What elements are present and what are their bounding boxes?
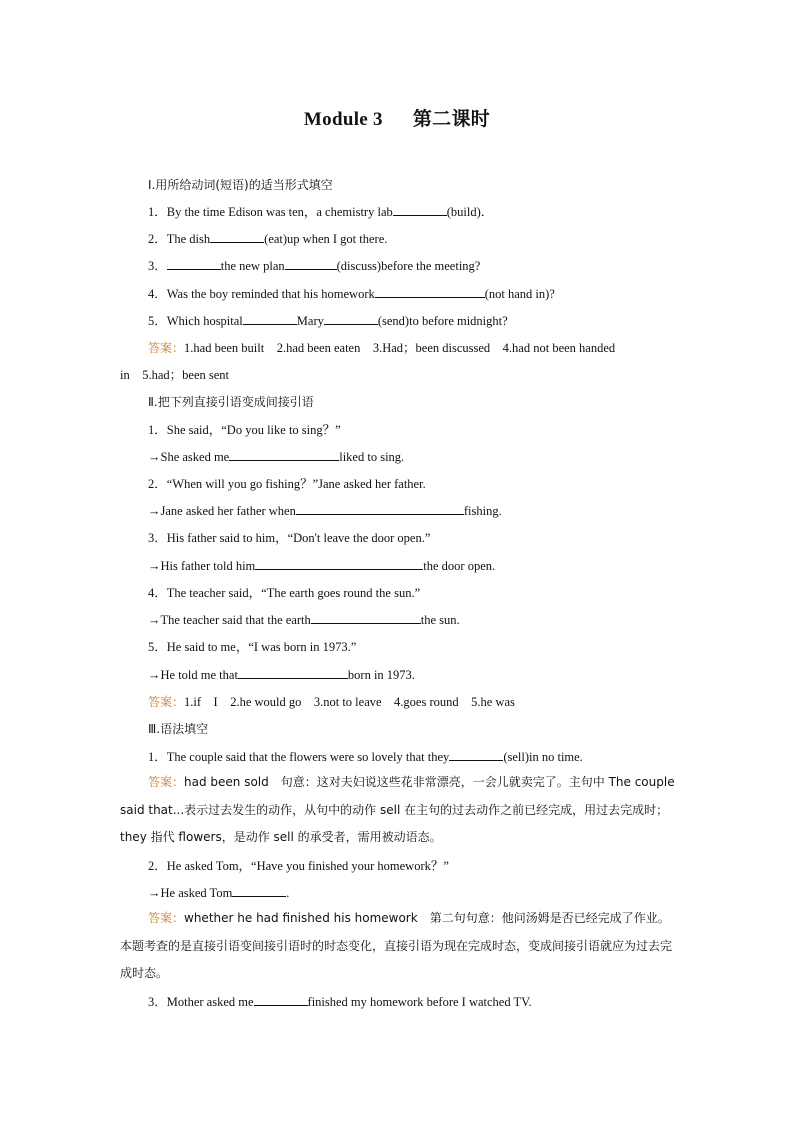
answer-blank[interactable]: [167, 258, 221, 270]
answer-blank[interactable]: [393, 204, 447, 216]
answer-label: 答案：: [148, 341, 185, 355]
answer-blank[interactable]: [238, 667, 348, 679]
s2-question-2: 2．“When will you go fishing？”Jane asked her father.: [148, 477, 426, 491]
answer-blank[interactable]: [243, 313, 297, 325]
s3-answer-line-2: →He asked Tom .: [148, 886, 290, 900]
s1-question-4: 4．Was the boy reminded that his homework (not hand in)?: [148, 287, 555, 301]
answer-blank[interactable]: [255, 558, 423, 570]
section-3-heading: Ⅲ.语法填空: [148, 722, 209, 736]
answer-blank[interactable]: [285, 258, 337, 270]
module-label: Module 3: [303, 109, 383, 130]
s1-question-5: 5．Which hospital Mary (send)to before midnight?: [148, 314, 508, 328]
answer-blank[interactable]: [324, 313, 378, 325]
s1-question-1: 1．By the time Edison was ten，a chemistry lab (build)．: [148, 205, 494, 219]
lesson-label: 第二课时: [412, 108, 491, 130]
section-1-heading: Ⅰ.用所给动词(短语)的适当形式填空: [148, 178, 333, 192]
s2-answer: 答案：1.if I 2.he would go 3.not to leave 4.goes round 5.he was: [148, 695, 515, 709]
s2-answer-line-5: →He told me that born in 1973.: [148, 668, 415, 682]
s2-answer-line-3: →His father told him the door open.: [148, 559, 496, 573]
s3-question-2: 2．He asked Tom，“Have you finished your homework？”: [148, 859, 449, 873]
s2-question-3: 3．His father said to him，“Don't leave the door open.”: [148, 531, 431, 545]
answer-blank[interactable]: [210, 231, 264, 243]
s3-question-3: 3．Mother asked me finished my homework before I watched TV.: [148, 995, 532, 1009]
s1-answer-cont: in 5.had；been sent: [120, 368, 230, 382]
s1-answer: 答案：1.had been built 2.had been eaten 3.Had；been discussed 4.had not been handed: [148, 341, 616, 355]
answer-blank[interactable]: [311, 612, 421, 624]
s2-question-4: 4．The teacher said，“The earth goes round the sun.”: [148, 586, 421, 600]
answer-blank[interactable]: [449, 749, 503, 761]
s3-answer-2: 答案：whether he had finished his homework 第二句句意：他问汤姆是否已经完成了作业。本题考查的是直接引语变间接引语时的时态变化，直接引语为现在完成时态，变成间接引语就应为过去完成时态。: [120, 911, 673, 980]
answer-blank[interactable]: [229, 449, 339, 461]
answer-blank[interactable]: [375, 286, 485, 298]
s2-answer-line-2: →Jane asked her father when fishing.: [148, 504, 502, 518]
s2-question-5: 5．He said to me，“I was born in 1973.”: [148, 640, 357, 654]
s3-question-1: 1．The couple said that the flowers were so lovely that they (sell)in no time.: [148, 750, 583, 764]
s2-answer-line-1: →She asked me liked to sing.: [148, 450, 405, 464]
s1-question-3: 3． the new plan (discuss)before the meeting?: [148, 259, 481, 273]
answer-blank[interactable]: [296, 503, 464, 515]
answer-label: 答案：: [148, 911, 185, 925]
answer-label: 答案：: [148, 775, 185, 789]
answer-blank[interactable]: [254, 994, 308, 1006]
answer-label: 答案：: [148, 695, 185, 709]
page-title: [0, 104, 794, 131]
s2-question-1: 1．She said，“Do you like to sing？”: [148, 423, 341, 437]
s2-answer-line-4: →The teacher said that the earth the sun.: [148, 613, 460, 627]
answer-blank[interactable]: [232, 885, 286, 897]
section-2-heading: Ⅱ.把下列直接引语变成间接引语: [148, 395, 314, 409]
s3-answer-1: 答案：had been sold 句意：这对夫妇说这些花非常漂亮，一会儿就卖完了。主句中 The couple said that...表示过去发生的动作，从句中的动作 sell 在主句的过去动作之前已经完成，用过去完成时；they 指代 flowers，是动作 sell 的承受者，需用被动语态。: [120, 775, 675, 844]
s1-question-2: 2．The dish (eat)up when I got there.: [148, 232, 388, 246]
